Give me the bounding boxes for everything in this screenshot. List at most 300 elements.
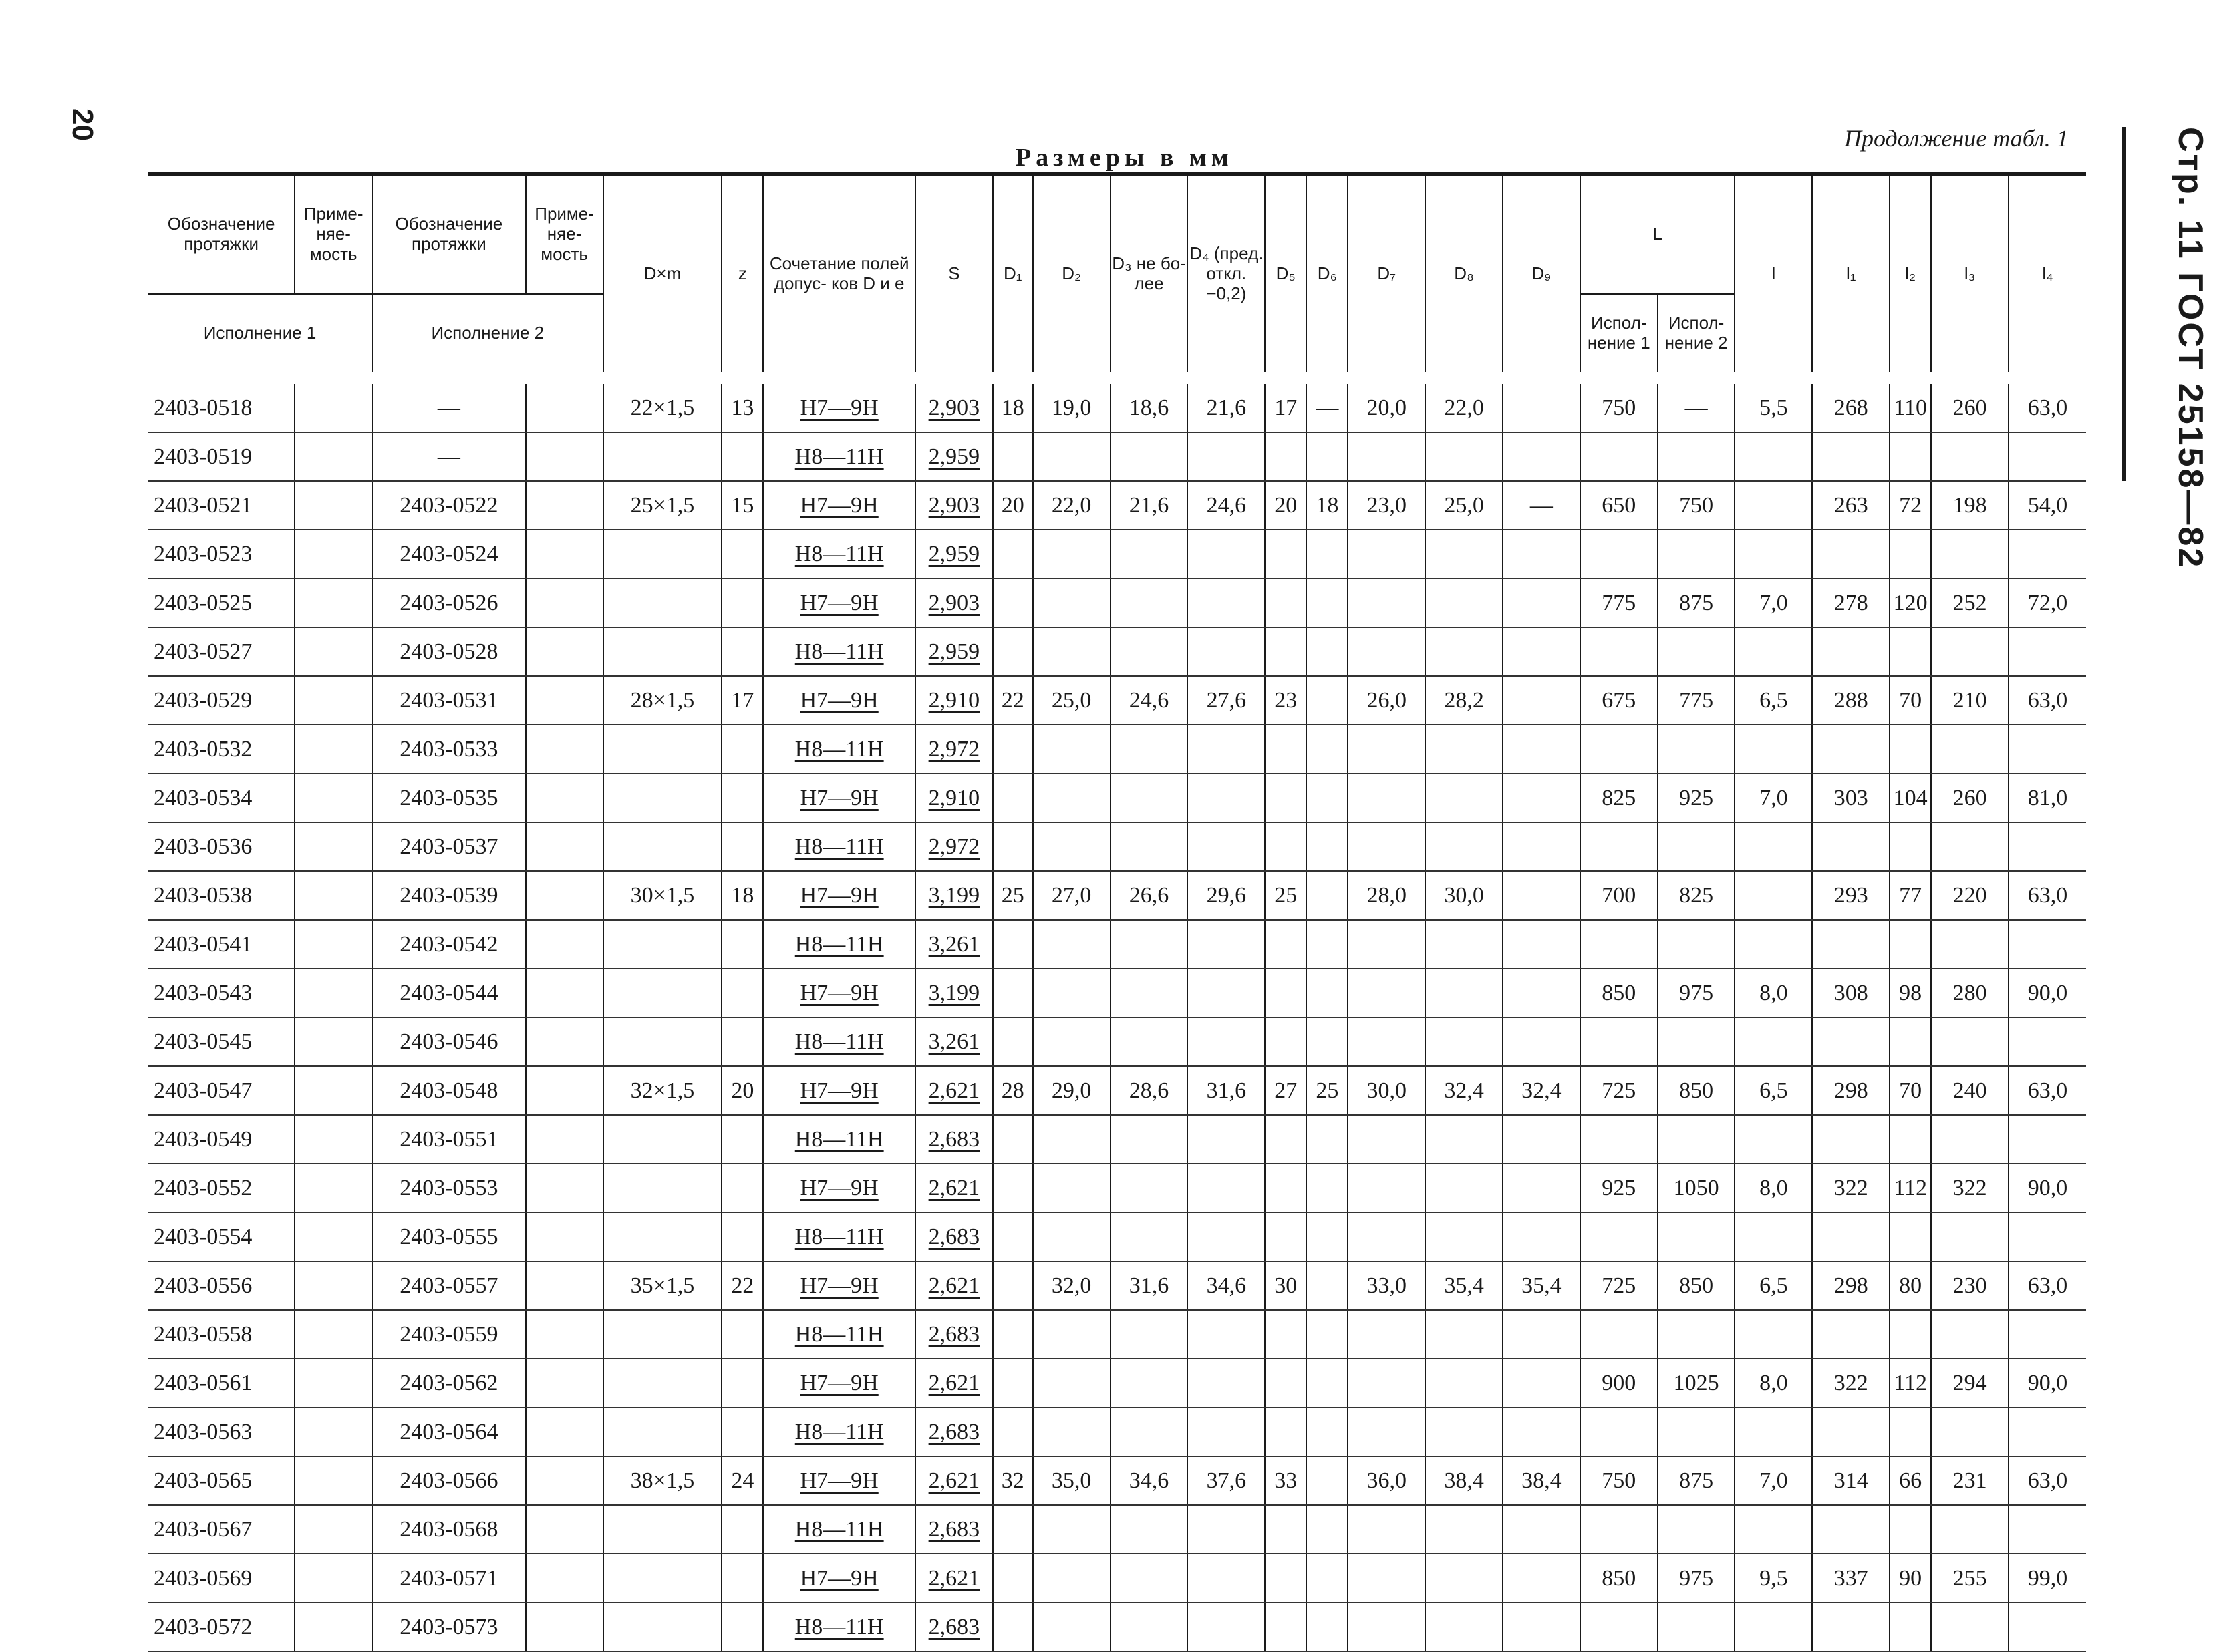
cell-dxm: 35×1,5 — [603, 1261, 722, 1310]
cell-d6 — [1306, 1212, 1348, 1261]
cell-d7 — [1348, 774, 1425, 822]
cell-L1: 750 — [1580, 378, 1658, 432]
cell-use2 — [526, 920, 603, 969]
header-L-isp1: Испол- нение 1 — [1580, 294, 1658, 378]
cell-l — [1735, 1505, 1812, 1554]
header-dxm: D×m — [603, 174, 722, 379]
cell-L1: 750 — [1580, 1456, 1658, 1505]
cell-d2 — [1033, 1603, 1111, 1651]
cell-dxm — [603, 1310, 722, 1359]
table-row — [148, 1261, 2086, 1310]
cell-code2: 2403-0526 — [372, 579, 526, 627]
cell-l4: 63,0 — [2009, 378, 2086, 432]
cell-d2 — [1033, 822, 1111, 871]
cell-dxm: 28×1,5 — [603, 676, 722, 725]
table-row — [148, 1603, 2086, 1651]
page-number: 20 — [66, 108, 99, 141]
cell-code2: 2403-0557 — [372, 1261, 526, 1310]
cell-use1 — [295, 1408, 372, 1456]
cell-L1: 725 — [1580, 1066, 1658, 1115]
cell-d7 — [1348, 432, 1425, 481]
cell-l3 — [1931, 822, 2009, 871]
cell-l1 — [1812, 822, 1890, 871]
cell-use2 — [526, 530, 603, 579]
cell-use1 — [295, 1261, 372, 1310]
cell-d3 — [1111, 1359, 1188, 1408]
cell-z — [722, 969, 763, 1017]
cell-fit: H8—11H — [763, 1408, 915, 1456]
cell-use2 — [526, 432, 603, 481]
cell-d5 — [1265, 1359, 1306, 1408]
cell-use2 — [526, 1261, 603, 1310]
cell-d1 — [993, 1408, 1033, 1456]
cell-z — [722, 920, 763, 969]
cell-d8: 32,4 — [1425, 1066, 1503, 1115]
cell-d5 — [1265, 1505, 1306, 1554]
cell-fit: H7—9H — [763, 1164, 915, 1212]
table-body — [148, 378, 2086, 1651]
cell-l — [1735, 432, 1812, 481]
cell-l2 — [1890, 1310, 1931, 1359]
cell-l3: 240 — [1931, 1066, 2009, 1115]
cell-d3 — [1111, 969, 1188, 1017]
cell-s: 2,621 — [915, 1261, 993, 1310]
cell-d5 — [1265, 1554, 1306, 1603]
table-head — [148, 174, 2086, 379]
header-exec1: Исполнение 1 — [148, 294, 372, 378]
cell-d3 — [1111, 1017, 1188, 1066]
cell-use1 — [295, 1359, 372, 1408]
cell-d6 — [1306, 1164, 1348, 1212]
cell-d4 — [1187, 774, 1265, 822]
cell-dxm: 30×1,5 — [603, 871, 722, 920]
cell-d9 — [1503, 1554, 1580, 1603]
cell-use2 — [526, 1164, 603, 1212]
cell-d9 — [1503, 530, 1580, 579]
cell-z — [722, 1310, 763, 1359]
cell-code1: 2403-0569 — [148, 1554, 295, 1603]
cell-d5: 23 — [1265, 676, 1306, 725]
cell-use2 — [526, 627, 603, 676]
cell-l4 — [2009, 1408, 2086, 1456]
cell-l4: 63,0 — [2009, 1066, 2086, 1115]
cell-s: 2,910 — [915, 676, 993, 725]
cell-dxm: 22×1,5 — [603, 378, 722, 432]
cell-s: 2,683 — [915, 1408, 993, 1456]
cell-l — [1735, 627, 1812, 676]
header-exec2: Исполнение 2 — [372, 294, 603, 378]
cell-d3 — [1111, 432, 1188, 481]
cell-l — [1735, 1115, 1812, 1164]
cell-fit: H8—11H — [763, 822, 915, 871]
cell-use2 — [526, 1066, 603, 1115]
cell-l1: 322 — [1812, 1359, 1890, 1408]
cell-l4 — [2009, 1115, 2086, 1164]
cell-d3 — [1111, 627, 1188, 676]
cell-use1 — [295, 579, 372, 627]
cell-d5 — [1265, 579, 1306, 627]
cell-z: 17 — [722, 676, 763, 725]
cell-L2: 775 — [1658, 676, 1735, 725]
cell-d2 — [1033, 774, 1111, 822]
cell-d6 — [1306, 579, 1348, 627]
cell-d3: 24,6 — [1111, 676, 1188, 725]
cell-d3 — [1111, 1115, 1188, 1164]
cell-dxm — [603, 1603, 722, 1651]
cell-d9 — [1503, 871, 1580, 920]
cell-fit: H7—9H — [763, 774, 915, 822]
cell-d9 — [1503, 774, 1580, 822]
cell-d8 — [1425, 1554, 1503, 1603]
table-row — [148, 1115, 2086, 1164]
cell-l4 — [2009, 530, 2086, 579]
cell-fit: H7—9H — [763, 1456, 915, 1505]
cell-d7: 26,0 — [1348, 676, 1425, 725]
cell-l2: 104 — [1890, 774, 1931, 822]
cell-d4 — [1187, 1603, 1265, 1651]
cell-d7: 28,0 — [1348, 871, 1425, 920]
cell-l: 8,0 — [1735, 1359, 1812, 1408]
cell-dxm — [603, 774, 722, 822]
cell-code2: 2403-0548 — [372, 1066, 526, 1115]
cell-use2 — [526, 378, 603, 432]
cell-s: 3,199 — [915, 871, 993, 920]
cell-L1: 925 — [1580, 1164, 1658, 1212]
cell-d4 — [1187, 1115, 1265, 1164]
cell-d4 — [1187, 1359, 1265, 1408]
cell-code2: 2403-0524 — [372, 530, 526, 579]
cell-l4: 90,0 — [2009, 1164, 2086, 1212]
cell-dxm: 25×1,5 — [603, 481, 722, 530]
cell-d7 — [1348, 1017, 1425, 1066]
cell-L2: 925 — [1658, 774, 1735, 822]
cell-l2 — [1890, 1603, 1931, 1651]
header-l1: l₁ — [1812, 174, 1890, 379]
cell-use2 — [526, 1408, 603, 1456]
cell-d1 — [993, 530, 1033, 579]
cell-l4: 81,0 — [2009, 774, 2086, 822]
cell-d5: 25 — [1265, 871, 1306, 920]
cell-s: 2,903 — [915, 481, 993, 530]
cell-L1 — [1580, 920, 1658, 969]
cell-d9 — [1503, 1603, 1580, 1651]
cell-d1 — [993, 1505, 1033, 1554]
cell-code2: 2403-0542 — [372, 920, 526, 969]
cell-d7 — [1348, 1603, 1425, 1651]
cell-L1 — [1580, 1603, 1658, 1651]
cell-l3 — [1931, 1310, 2009, 1359]
cell-use1 — [295, 1554, 372, 1603]
cell-d2 — [1033, 1212, 1111, 1261]
cell-d5 — [1265, 822, 1306, 871]
header-l4: l₄ — [2009, 174, 2086, 379]
cell-l3: 260 — [1931, 774, 2009, 822]
cell-d1 — [993, 1115, 1033, 1164]
cell-l4 — [2009, 1505, 2086, 1554]
cell-d2: 29,0 — [1033, 1066, 1111, 1115]
cell-d1: 22 — [993, 676, 1033, 725]
cell-d8 — [1425, 1212, 1503, 1261]
cell-d1: 32 — [993, 1456, 1033, 1505]
cell-l2: 77 — [1890, 871, 1931, 920]
cell-code1: 2403-0567 — [148, 1505, 295, 1554]
cell-fit: H8—11H — [763, 1115, 915, 1164]
cell-d2: 19,0 — [1033, 378, 1111, 432]
cell-use1 — [295, 1164, 372, 1212]
cell-code2: 2403-0573 — [372, 1603, 526, 1651]
cell-d9: 32,4 — [1503, 1066, 1580, 1115]
cell-d9 — [1503, 1115, 1580, 1164]
cell-l1 — [1812, 432, 1890, 481]
cell-use1 — [295, 822, 372, 871]
cell-L2: — — [1658, 378, 1735, 432]
cell-l4 — [2009, 627, 2086, 676]
cell-L2 — [1658, 725, 1735, 774]
table-row — [148, 1212, 2086, 1261]
table-row — [148, 1456, 2086, 1505]
cell-fit: H7—9H — [763, 378, 915, 432]
cell-L2: 875 — [1658, 1456, 1735, 1505]
cell-l4: 54,0 — [2009, 481, 2086, 530]
cell-l1 — [1812, 1505, 1890, 1554]
cell-L1: 900 — [1580, 1359, 1658, 1408]
cell-d6 — [1306, 1310, 1348, 1359]
header-z: z — [722, 174, 763, 379]
cell-d2: 35,0 — [1033, 1456, 1111, 1505]
cell-l: 6,5 — [1735, 676, 1812, 725]
cell-d3: 28,6 — [1111, 1066, 1188, 1115]
cell-l4: 63,0 — [2009, 1261, 2086, 1310]
cell-l3 — [1931, 1505, 2009, 1554]
header-use1: Приме- няе- мость — [295, 174, 372, 295]
cell-L1 — [1580, 1408, 1658, 1456]
cell-l4: 72,0 — [2009, 579, 2086, 627]
cell-d6 — [1306, 1115, 1348, 1164]
cell-L2 — [1658, 1212, 1735, 1261]
cell-l — [1735, 1212, 1812, 1261]
cell-z: 15 — [722, 481, 763, 530]
cell-s: 2,959 — [915, 432, 993, 481]
cell-l3 — [1931, 627, 2009, 676]
cell-d4 — [1187, 579, 1265, 627]
cell-d4: 29,6 — [1187, 871, 1265, 920]
cell-d7 — [1348, 725, 1425, 774]
cell-use1 — [295, 627, 372, 676]
cell-fit: H7—9H — [763, 1554, 915, 1603]
cell-d4 — [1187, 920, 1265, 969]
cell-d2 — [1033, 920, 1111, 969]
cell-l4 — [2009, 725, 2086, 774]
cell-l3 — [1931, 1408, 2009, 1456]
cell-d4: 37,6 — [1187, 1456, 1265, 1505]
cell-d8: 25,0 — [1425, 481, 1503, 530]
cell-d1 — [993, 1310, 1033, 1359]
cell-d7 — [1348, 627, 1425, 676]
cell-l3 — [1931, 432, 2009, 481]
table-row — [148, 1066, 2086, 1115]
cell-use1 — [295, 871, 372, 920]
cell-s: 3,261 — [915, 1017, 993, 1066]
cell-s: 2,621 — [915, 1456, 993, 1505]
cell-d2: 32,0 — [1033, 1261, 1111, 1310]
cell-code2: 2403-0555 — [372, 1212, 526, 1261]
cell-d2 — [1033, 432, 1111, 481]
cell-code1: 2403-0541 — [148, 920, 295, 969]
cell-s: 2,621 — [915, 1164, 993, 1212]
cell-L2 — [1658, 1310, 1735, 1359]
cell-d7 — [1348, 1359, 1425, 1408]
cell-d9 — [1503, 627, 1580, 676]
cell-fit: H8—11H — [763, 725, 915, 774]
cell-l2: 110 — [1890, 378, 1931, 432]
cell-l — [1735, 1017, 1812, 1066]
cell-s: 2,910 — [915, 774, 993, 822]
cell-d1 — [993, 1164, 1033, 1212]
cell-l1: 293 — [1812, 871, 1890, 920]
cell-dxm — [603, 822, 722, 871]
cell-use1 — [295, 725, 372, 774]
cell-l1 — [1812, 725, 1890, 774]
cell-d7 — [1348, 1164, 1425, 1212]
cell-L1 — [1580, 432, 1658, 481]
cell-d5: 30 — [1265, 1261, 1306, 1310]
cell-l3 — [1931, 920, 2009, 969]
spec-table — [148, 172, 2086, 1652]
cell-use1 — [295, 969, 372, 1017]
cell-d6 — [1306, 1456, 1348, 1505]
cell-d3: 31,6 — [1111, 1261, 1188, 1310]
cell-code1: 2403-0547 — [148, 1066, 295, 1115]
cell-d6 — [1306, 432, 1348, 481]
cell-d8 — [1425, 1408, 1503, 1456]
cell-use2 — [526, 579, 603, 627]
cell-use1 — [295, 378, 372, 432]
cell-l: 7,0 — [1735, 579, 1812, 627]
header-d9: D₉ — [1503, 174, 1580, 379]
cell-l3 — [1931, 530, 2009, 579]
cell-l2: 70 — [1890, 676, 1931, 725]
cell-L1 — [1580, 822, 1658, 871]
cell-d5 — [1265, 969, 1306, 1017]
cell-d1 — [993, 822, 1033, 871]
cell-L1 — [1580, 725, 1658, 774]
cell-code1: 2403-0549 — [148, 1115, 295, 1164]
cell-fit: H7—9H — [763, 676, 915, 725]
cell-l4: 99,0 — [2009, 1554, 2086, 1603]
cell-d3: 21,6 — [1111, 481, 1188, 530]
cell-dxm — [603, 1115, 722, 1164]
cell-d4 — [1187, 725, 1265, 774]
cell-fit: H7—9H — [763, 969, 915, 1017]
cell-code1: 2403-0556 — [148, 1261, 295, 1310]
cell-l: 6,5 — [1735, 1261, 1812, 1310]
cell-use2 — [526, 1603, 603, 1651]
cell-z: 24 — [722, 1456, 763, 1505]
cell-l3 — [1931, 1603, 2009, 1651]
cell-l — [1735, 1408, 1812, 1456]
cell-d3 — [1111, 1554, 1188, 1603]
cell-use1 — [295, 1505, 372, 1554]
cell-l2 — [1890, 1212, 1931, 1261]
cell-l1 — [1812, 1115, 1890, 1164]
cell-d6 — [1306, 1408, 1348, 1456]
cell-d4 — [1187, 1505, 1265, 1554]
cell-l1 — [1812, 920, 1890, 969]
cell-l3: 198 — [1931, 481, 2009, 530]
cell-code2: 2403-0566 — [372, 1456, 526, 1505]
header-code1: Обозначение протяжки — [167, 214, 275, 254]
cell-s: 2,621 — [915, 1359, 993, 1408]
cell-l3 — [1931, 1017, 2009, 1066]
cell-d7 — [1348, 920, 1425, 969]
header-d8: D₈ — [1425, 174, 1503, 379]
cell-d7 — [1348, 1505, 1425, 1554]
cell-l1: 268 — [1812, 378, 1890, 432]
cell-L1: 775 — [1580, 579, 1658, 627]
cell-fit: H7—9H — [763, 481, 915, 530]
cell-d6 — [1306, 822, 1348, 871]
cell-L1: 675 — [1580, 676, 1658, 725]
cell-l3: 280 — [1931, 969, 2009, 1017]
cell-l — [1735, 1603, 1812, 1651]
cell-d3: 18,6 — [1111, 378, 1188, 432]
cell-dxm — [603, 920, 722, 969]
cell-L1: 850 — [1580, 1554, 1658, 1603]
cell-l3: 230 — [1931, 1261, 2009, 1310]
cell-L2: 850 — [1658, 1261, 1735, 1310]
cell-d6 — [1306, 774, 1348, 822]
cell-l4 — [2009, 1603, 2086, 1651]
cell-d2 — [1033, 1554, 1111, 1603]
cell-l2: 90 — [1890, 1554, 1931, 1603]
cell-use2 — [526, 1017, 603, 1066]
cell-use2 — [526, 1456, 603, 1505]
cell-d6 — [1306, 1261, 1348, 1310]
cell-d8 — [1425, 1310, 1503, 1359]
cell-l3: 322 — [1931, 1164, 2009, 1212]
cell-d8 — [1425, 822, 1503, 871]
cell-use2 — [526, 1115, 603, 1164]
cell-l3: 220 — [1931, 871, 2009, 920]
cell-z — [722, 1603, 763, 1651]
cell-l1 — [1812, 1603, 1890, 1651]
cell-L2 — [1658, 1115, 1735, 1164]
cell-fit: H8—11H — [763, 1603, 915, 1651]
cell-d4 — [1187, 1310, 1265, 1359]
cell-d5 — [1265, 530, 1306, 579]
cell-L2 — [1658, 627, 1735, 676]
cell-d9 — [1503, 1408, 1580, 1456]
cell-z — [722, 1164, 763, 1212]
cell-fit: H8—11H — [763, 432, 915, 481]
cell-l2: 72 — [1890, 481, 1931, 530]
cell-use1 — [295, 432, 372, 481]
cell-dxm — [603, 1017, 722, 1066]
standard-header: Стр. 11 ГОСТ 25158—82 — [2171, 127, 2210, 570]
cell-d3 — [1111, 774, 1188, 822]
cell-l2: 80 — [1890, 1261, 1931, 1310]
header-code2: Обозначение протяжки — [372, 174, 526, 295]
header-d5: D₅ — [1265, 174, 1306, 379]
cell-d9 — [1503, 822, 1580, 871]
cell-dxm — [603, 432, 722, 481]
cell-code2: 2403-0551 — [372, 1115, 526, 1164]
cell-code2: 2403-0571 — [372, 1554, 526, 1603]
cell-d7 — [1348, 1554, 1425, 1603]
cell-d5: 33 — [1265, 1456, 1306, 1505]
cell-l1 — [1812, 627, 1890, 676]
cell-d6 — [1306, 920, 1348, 969]
